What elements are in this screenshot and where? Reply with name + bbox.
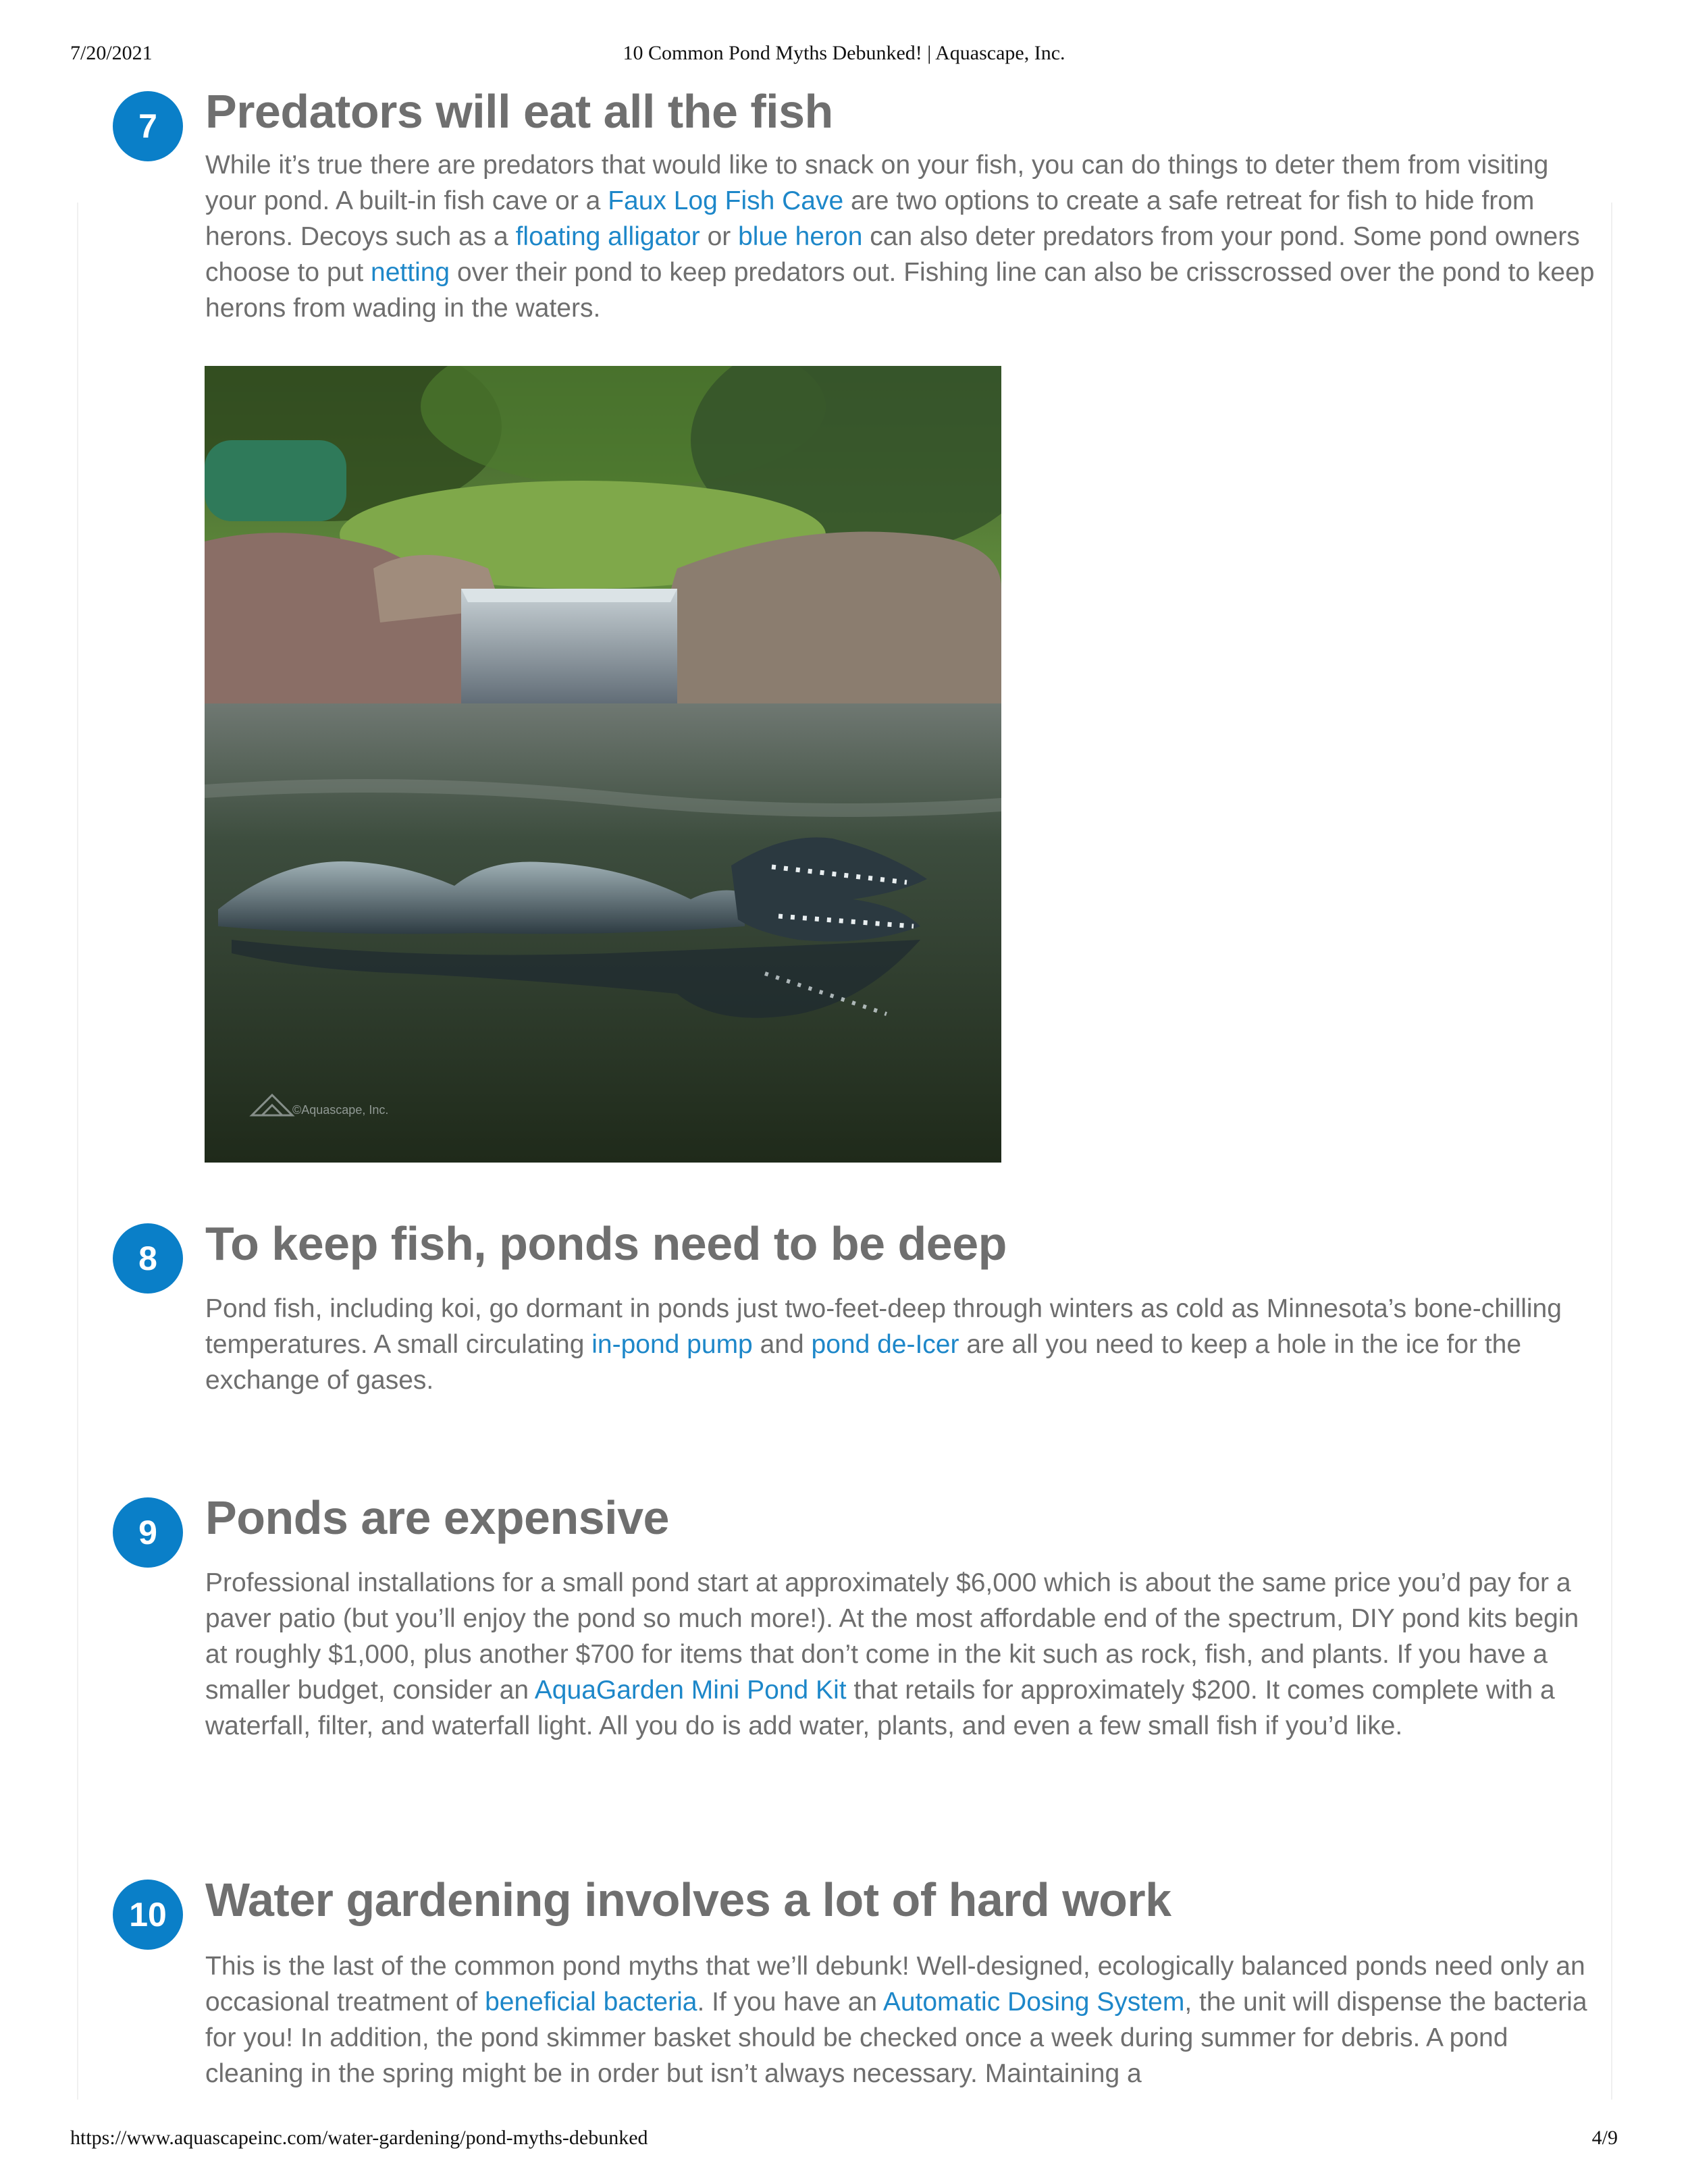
print-footer-url: https://www.aquascapeinc.com/water-gardening/pond-myths-debunked: [70, 2127, 648, 2149]
inline-link-automatic-dosing-system[interactable]: Automatic Dosing System: [882, 1988, 1185, 2017]
print-footer-page-number: 4/9: [1591, 2127, 1618, 2149]
body-text-run: can also deter predators from your pond. Some pond owners choose to put: [205, 222, 1580, 287]
myth-body-7: [205, 147, 1596, 326]
myth-number-badge-8: 8: [113, 1223, 183, 1294]
body-text-run: are all you need to keep a hole in the ice for the exchange of gases.: [205, 1330, 1522, 1395]
photo-watermark: ©Aquascape, Inc.: [292, 1103, 389, 1117]
inline-link-beneficial-bacteria[interactable]: beneficial bacteria: [485, 1988, 697, 2017]
myth-number-badge-10: 10: [113, 1880, 183, 1950]
floating-alligator-photo: [205, 366, 1001, 1163]
body-text-run: and: [752, 1330, 812, 1359]
body-text-run: . If you have an: [697, 1988, 883, 2017]
myth-body-10: [205, 1948, 1596, 2092]
inline-link-netting[interactable]: netting: [371, 258, 450, 287]
inline-link-faux-log-fish-cave[interactable]: Faux Log Fish Cave: [608, 186, 844, 215]
body-text-run: , the unit will dispense the bacteria for you! In addition, the pond skimmer basket should be checked once a week during summer for debris. A pond cleaning in the spring might be in order but isn’t always necessary. Maintaining a: [205, 1988, 1587, 2088]
print-header-date: 7/20/2021: [70, 42, 153, 64]
print-header-title: 10 Common Pond Myths Debunked! | Aquascape, Inc.: [623, 42, 1065, 64]
myth-body-9: [205, 1565, 1596, 1744]
inline-link-aquagarden-mini-pond-kit[interactable]: AquaGarden Mini Pond Kit: [534, 1676, 847, 1705]
myth-heading-9: Ponds are expensive: [205, 1491, 669, 1544]
body-text-run: Pond fish, including koi, go dormant in ponds just two-feet-deep through winters as cold as Minnesota’s bone-chilling temperatures. A small circulating: [205, 1294, 1562, 1359]
body-text-run: This is the last of the common pond myths that we’ll debunk! Well-designed, ecologically balanced ponds need only an occasional treatment of: [205, 1952, 1585, 2017]
print-header: [0, 42, 1688, 69]
body-text-run: Professional installations for a small pond start at approximately $6,000 which is about the same price you’d pay for a paver patio (but you’ll enjoy the pond so much more!). At the most affordable end of the spectrum, DIY pond kits begin at roughly $1,000, plus another $700 for items that don’t come in the kit such as rock, fish, and plants. If you have a smaller budget, consider an: [205, 1568, 1579, 1705]
body-text-run: over their pond to keep predators out. Fishing line can also be crisscrossed over the pond to keep herons from wading in the waters.: [205, 258, 1595, 323]
myth-body-8: [205, 1291, 1596, 1398]
body-text-run: While it’s true there are predators that would like to snack on your fish, you can do things to deter them from visiting your pond. A built-in fish cave or a: [205, 151, 1549, 215]
inline-link-pond-de-icer[interactable]: pond de-Icer: [811, 1330, 959, 1359]
myth-heading-8: To keep fish, ponds need to be deep: [205, 1217, 1007, 1270]
print-footer: [0, 2127, 1688, 2154]
body-text-run: that retails for approximately $200. It comes complete with a waterfall, filter, and waterfall light. All you do is add water, plants, and even a few small fish if you’d like.: [205, 1676, 1555, 1740]
myth-heading-7: Predators will eat all the fish: [205, 85, 833, 138]
myth-heading-10: Water gardening involves a lot of hard work: [205, 1873, 1171, 1926]
inline-link-blue-heron[interactable]: blue heron: [738, 222, 863, 251]
body-text-run: are two options to create a safe retreat for fish to hide from herons. Decoys such as a: [205, 186, 1535, 251]
body-text-run: or: [700, 222, 739, 251]
inline-link-floating-alligator[interactable]: floating alligator: [515, 222, 700, 251]
myth-number-badge-9: 9: [113, 1497, 183, 1568]
myth-number-badge-7: 7: [113, 91, 183, 161]
inline-link-in-pond-pump[interactable]: in-pond pump: [591, 1330, 753, 1359]
